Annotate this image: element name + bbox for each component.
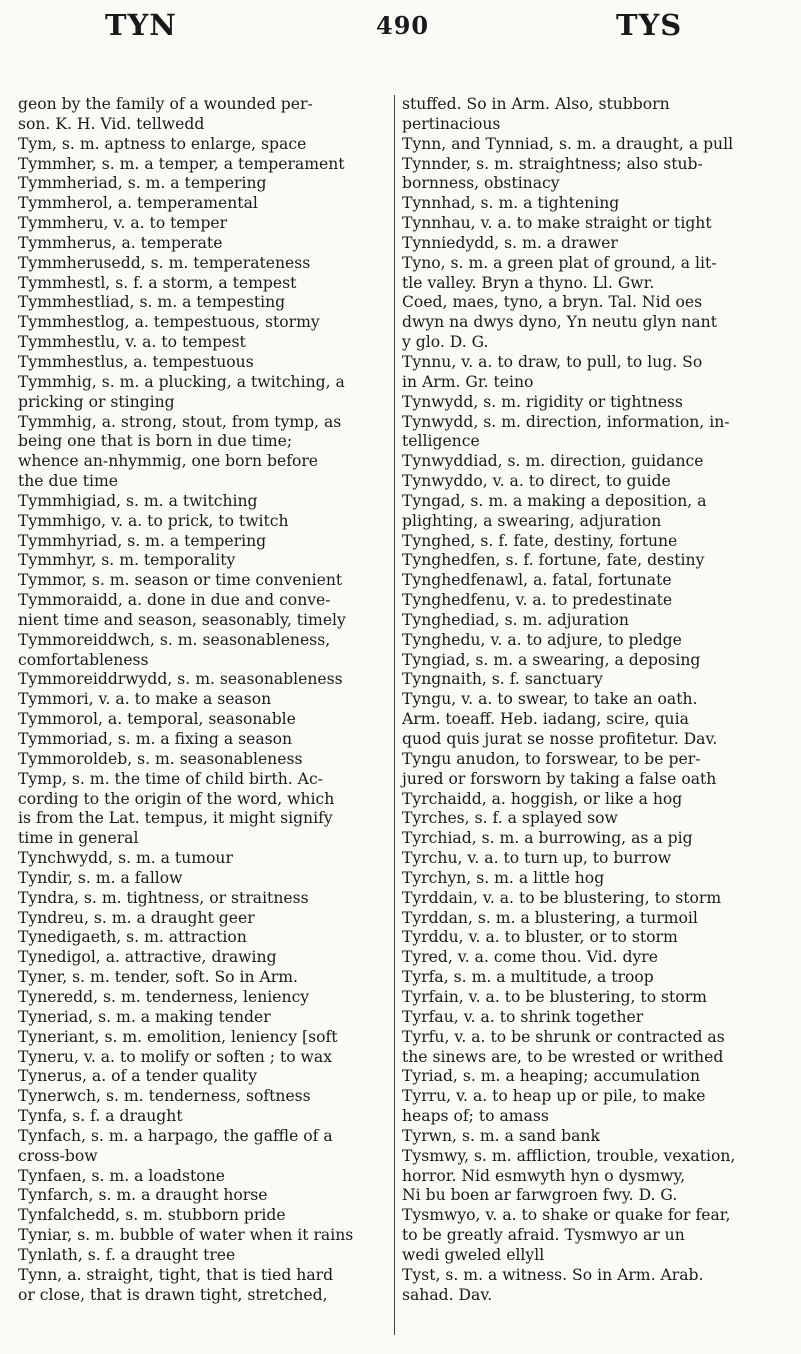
dictionary-line: Tynghediad, s. m. adjuration [402,610,629,629]
dictionary-line: Tyrches, s. f. a splayed sow [402,809,618,828]
dictionary-line: y glo. D. G. [402,333,489,352]
dictionary-line: Tyred, v. a. come thou. Vid. dyre [402,948,658,967]
dictionary-line: cross-bow [18,1146,98,1165]
dictionary-line: Tynwydd, s. m. rigidity or tightness [402,392,683,411]
page-number: 490 [376,11,430,40]
dictionary-line: Tyndra, s. m. tightness, or straitness [18,888,309,907]
dictionary-line: Tymmhestlus, a. tempestuous [18,352,254,371]
dictionary-line: the sinews are, to be wrested or writhed [402,1047,724,1066]
dictionary-line: Tynwyddo, v. a. to direct, to guide [402,472,671,491]
dictionary-line: Tyner, s. m. tender, soft. So in Arm. [18,968,298,987]
dictionary-line: Tyrchaidd, a. hoggish, or like a hog [402,789,683,808]
dictionary-line: Tynerwch, s. m. tenderness, softness [18,1087,311,1106]
dictionary-line: is from the Lat. tempus, it might signify [18,809,333,828]
dictionary-line: Tynwydd, s. m. direction, information, in- [402,412,730,431]
dictionary-line: or close, that is drawn tight, stretched, [18,1285,328,1304]
dictionary-line: Tynfaen, s. m. a loadstone [18,1166,225,1185]
dictionary-line: dwyn na dwys dyno, Yn neutu glyn nant [402,313,717,332]
dictionary-line: Tymmheru, v. a. to temper [18,214,228,233]
dictionary-line: Tym, s. m. aptness to enlarge, space [18,134,307,153]
dictionary-line: Tymmhigiad, s. m. a twitching [18,491,258,510]
dictionary-line: tle valley. Bryn a thyno. Ll. Gwr. [402,273,655,292]
dictionary-line: in Arm. Gr. teino [402,372,534,391]
dictionary-line: Tyrfa, s. m. a multitude, a troop [402,968,654,987]
dictionary-line: Tyndir, s. m. a fallow [18,868,183,887]
dictionary-line: comfortableness [18,650,149,669]
dictionary-line: stuffed. So in Arm. Also, stubborn [402,95,670,113]
dictionary-line: Tynlath, s. f. a draught tree [18,1245,236,1264]
page-header [0,8,801,48]
dictionary-line: Tymmhestl, s. f. a storm, a tempest [18,273,297,292]
dictionary-line: Tynnhad, s. m. a tightening [402,194,620,213]
dictionary-line: Tyrchyn, s. m. a little hog [402,868,605,887]
dictionary-line: Tymmoreiddrwydd, s. m. seasonableness [18,670,343,689]
dictionary-line: time in general [18,829,139,848]
dictionary-line: Tyneredd, s. m. tenderness, leniency [18,987,310,1006]
dictionary-line: Tysmwy, s. m. affliction, trouble, vexation, [402,1146,736,1165]
dictionary-line: Tymmhyriad, s. m. a tempering [18,531,267,550]
column-divider [394,95,395,1335]
dictionary-line: Ni bu boen ar farwgroen fwy. D. G. [402,1186,678,1205]
running-head-right: TYS [616,8,683,42]
dictionary-line: Tymmhigo, v. a. to prick, to twitch [18,511,289,530]
dictionary-line: horror. Nid esmwyth hyn o dysmwy, [402,1166,686,1185]
dictionary-line: Tyniar, s. m. bubble of water when it rains [18,1226,354,1245]
dictionary-line: Tymmoroldeb, s. m. seasonableness [18,749,303,768]
dictionary-line: Tymmheriad, s. m. a tempering [18,174,267,193]
dictionary-line: Tynghedfen, s. f. fortune, fate, destiny [402,551,705,570]
dictionary-line: pertinacious [402,114,501,133]
dictionary-line: son. K. H. Vid. tellwedd [18,114,205,133]
dictionary-line: Coed, maes, tyno, a bryn. Tal. Nid oes [402,293,703,312]
dictionary-line: Tynedigaeth, s. m. attraction [18,928,247,947]
dictionary-line: Tyneriant, s. m. emolition, leniency [soft [18,1027,338,1046]
dictionary-line: being one that is born in due time; [18,432,293,451]
dictionary-line: sahad. Dav. [402,1285,493,1304]
dictionary-line: Tymmhestlog, a. tempestuous, stormy [18,313,320,332]
dictionary-line: Tynfarch, s. m. a draught horse [18,1186,268,1205]
dictionary-line: Tynn, and Tynniad, s. m. a draught, a pull [402,134,734,153]
dictionary-line: Tynnder, s. m. straightness; also stub- [402,154,703,173]
dictionary-line: geon by the family of a wounded per- [18,95,313,113]
dictionary-line: Tymmoraidd, a. done in due and conve- [18,591,331,610]
dictionary-line: telligence [402,432,480,451]
dictionary-line: heaps of; to amass [402,1107,549,1126]
dictionary-line: the due time [18,472,118,491]
dictionary-line: Tynfa, s. f. a draught [18,1107,183,1126]
dictionary-line: Tysmwyo, v. a. to shake or quake for fear, [402,1206,731,1225]
dictionary-line: plighting, a swearing, adjuration [402,511,662,530]
dictionary-line: Tymmori, v. a. to make a season [18,690,272,709]
dictionary-line: Tyrddan, s. m. a blustering, a turmoil [402,908,698,927]
dictionary-line: cording to the origin of the word, which [18,789,335,808]
dictionary-line: Tynniedydd, s. m. a drawer [402,233,618,252]
dictionary-line: Tymmher, s. m. a temper, a temperament [18,154,345,173]
dictionary-line: Tyst, s. m. a witness. So in Arm. Arab. [402,1265,704,1284]
dictionary-line: Tymmoreiddwch, s. m. seasonableness, [18,630,331,649]
dictionary-line: Tymmhig, a. strong, stout, from tymp, as [18,412,342,431]
dictionary-line: Tynerus, a. of a tender quality [18,1067,258,1086]
dictionary-line: Tynghed, s. f. fate, destiny, fortune [402,531,678,550]
dictionary-line: Arm. toeaff. Heb. iadang, scire, quia [402,710,689,729]
dictionary-line: Tynfalchedd, s. m. stubborn pride [18,1206,286,1225]
dictionary-line: Tymmhig, s. m. a plucking, a twitching, a [18,372,345,391]
dictionary-line: quod quis jurat se nosse profitetur. Dav. [402,730,718,748]
dictionary-line: Tynghedfenu, v. a. to predestinate [402,591,673,610]
dictionary-line: wedi gweled ellyll [402,1245,545,1264]
dictionary-line: Tymmhyr, s. m. temporality [18,551,236,570]
dictionary-line: Tyriad, s. m. a heaping; accumulation [402,1067,701,1086]
dictionary-line: Tymmhestliad, s. m. a tempesting [18,293,286,312]
right-column [402,95,794,1305]
dictionary-line: Tyrfu, v. a. to be shrunk or contracted as [402,1027,725,1046]
dictionary-line: Tynedigol, a. attractive, drawing [18,948,277,967]
dictionary-line: Tyno, s. m. a green plat of ground, a lit- [402,253,717,272]
dictionary-line: Tyngu, v. a. to swear, to take an oath. [402,690,698,709]
dictionary-line: Tyrru, v. a. to heap up or pile, to make [402,1087,706,1106]
dictionary-line: Tyneru, v. a. to molify or soften ; to wax [18,1047,332,1066]
dictionary-line: Tynchwydd, s. m. a tumour [18,849,233,868]
dictionary-line: Tyrwn, s. m. a sand bank [402,1126,600,1145]
dictionary-line: Tynfach, s. m. a harpago, the gaffle of a [18,1126,333,1145]
dictionary-line: Tyndreu, s. m. a draught geer [18,908,255,927]
dictionary-line: Tyrfau, v. a. to shrink together [402,1007,644,1026]
dictionary-line: Tymmhestlu, v. a. to tempest [18,333,246,352]
dictionary-line: Tyngad, s. m. a making a deposition, a [402,491,707,510]
dictionary-line: Tymmherusedd, s. m. temperateness [18,253,311,272]
dictionary-line: Tyngu anudon, to forswear, to be per- [402,749,701,768]
dictionary-line: Tymmherus, a. temperate [18,233,223,252]
dictionary-line: Tyrchu, v. a. to turn up, to burrow [402,849,672,868]
dictionary-line: Tymmor, s. m. season or time convenient [18,571,343,590]
dictionary-line: pricking or stinging [18,392,175,411]
dictionary-line: Tyneriad, s. m. a making tender [18,1007,271,1026]
dictionary-line: Tyrfain, v. a. to be blustering, to storm [402,987,707,1006]
dictionary-line: Tymp, s. m. the time of child birth. Ac- [18,769,323,788]
dictionary-line: nient time and season, seasonably, timely [18,610,346,629]
dictionary-line: Tynghedfenawl, a. fatal, fortunate [402,571,672,590]
dictionary-line: Tynwyddiad, s. m. direction, guidance [402,452,704,471]
dictionary-line: Tynn, a. straight, tight, that is tied hard [18,1265,334,1284]
dictionary-line: Tynghedu, v. a. to adjure, to pledge [402,630,682,649]
dictionary-line: bornness, obstinacy [402,174,560,193]
dictionary-line: Tyrddu, v. a. to bluster, or to storm [402,928,678,947]
dictionary-line: Tymmoriad, s. m. a fixing a season [18,730,293,748]
dictionary-line: Tyngnaith, s. f. sanctuary [402,670,603,689]
dictionary-line: whence an-nhymmig, one born before [18,452,319,471]
running-head-left: TYN [105,8,177,42]
dictionary-line: Tyrddain, v. a. to be blustering, to storm [402,888,722,907]
dictionary-line: Tynnhau, v. a. to make straight or tight [402,214,712,233]
dictionary-line: to be greatly afraid. Tysmwyo ar un [402,1226,685,1245]
dictionary-line: Tymmorol, a. temporal, seasonable [18,710,296,729]
dictionary-line: Tynnu, v. a. to draw, to pull, to lug. So [402,352,703,371]
left-column [18,95,401,1305]
dictionary-line: Tymmherol, a. temperamental [18,194,258,213]
dictionary-line: jured or forsworn by taking a false oath [402,769,717,788]
dictionary-line: Tyrchiad, s. m. a burrowing, as a pig [402,829,693,848]
dictionary-line: Tyngiad, s. m. a swearing, a deposing [402,650,701,669]
